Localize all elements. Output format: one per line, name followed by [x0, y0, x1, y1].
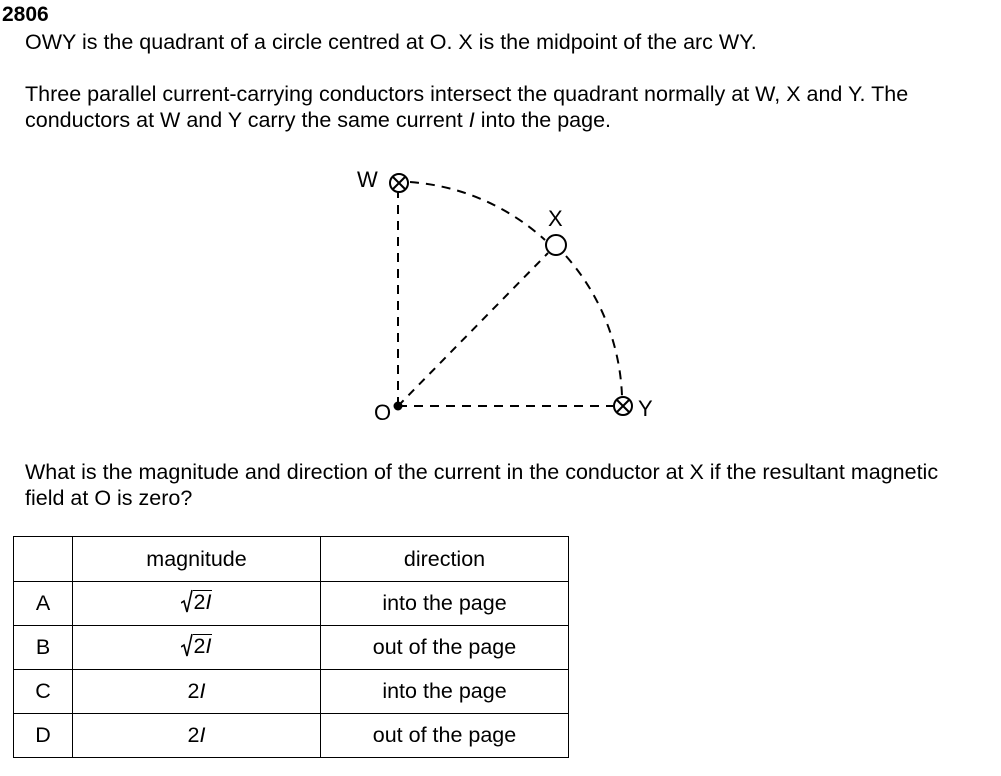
label-y: Y: [638, 396, 653, 421]
option-direction: into the page: [321, 670, 569, 714]
conductor-x-icon: [546, 235, 566, 255]
header-magnitude: magnitude: [73, 537, 321, 582]
sqrt-expression: [181, 589, 213, 613]
sqrt-expression: [181, 633, 213, 657]
magnitude-variable: I: [205, 589, 212, 614]
centre-o-dot: [394, 402, 403, 411]
magnitude-coefficient: 2: [187, 679, 200, 703]
label-w: W: [357, 167, 378, 192]
sqrt-symbol-icon: [181, 633, 193, 657]
magnitude-coefficient: 2: [187, 723, 200, 747]
magnitude-variable: I: [199, 723, 206, 747]
radius-ox: [398, 253, 548, 406]
conductor-w-into-page-icon: [390, 174, 408, 192]
magnitude-coefficient: 2: [193, 633, 206, 658]
option-direction: into the page: [321, 582, 569, 626]
table-row: [14, 714, 569, 758]
question-number: 2806: [2, 3, 49, 26]
option-letter: C: [14, 670, 73, 714]
conductor-y-into-page-icon: [614, 397, 632, 415]
conductor-text-part-b: into the page.: [474, 108, 612, 132]
label-o: O: [374, 400, 392, 425]
option-direction: out of the page: [321, 626, 569, 670]
header-direction: direction: [321, 537, 569, 582]
conductor-text-line1: Three parallel current-carrying conductors intersect the quadrant normally at W, X and Y. The: [25, 82, 909, 106]
sqrt-symbol-icon: [181, 589, 193, 613]
arc-xy: [566, 256, 622, 396]
option-letter: D: [14, 714, 73, 758]
table-row: [14, 670, 569, 714]
label-x: X: [548, 206, 563, 231]
conductor-text-part-a: conductors at W and Y carry the same current: [25, 108, 469, 132]
option-direction: out of the page: [321, 714, 569, 758]
option-letter: B: [14, 626, 73, 670]
magnitude-variable: I: [199, 679, 206, 703]
intro-text: OWY is the quadrant of a circle centred at O. X is the midpoint of the arc WY.: [25, 30, 757, 54]
table-row: [14, 626, 569, 670]
option-letter: A: [14, 582, 73, 626]
option-magnitude: [73, 714, 321, 758]
answer-options-table: [13, 536, 569, 758]
arc-wx: [410, 182, 545, 240]
option-magnitude: [73, 582, 321, 626]
magnitude-coefficient: 2: [193, 589, 206, 614]
question-paragraph: [25, 459, 1000, 511]
table-header-row: [14, 537, 569, 582]
option-magnitude: [73, 670, 321, 714]
current-symbol: I: [468, 108, 475, 132]
header-letter: [14, 537, 73, 582]
question-text-line1: What is the magnitude and direction of the current in the conductor at X if the resultant magnetic: [25, 460, 939, 484]
magnitude-variable: I: [205, 633, 212, 658]
table-row: [14, 582, 569, 626]
option-magnitude: [73, 626, 321, 670]
question-text-line2: field at O is zero?: [25, 486, 193, 510]
